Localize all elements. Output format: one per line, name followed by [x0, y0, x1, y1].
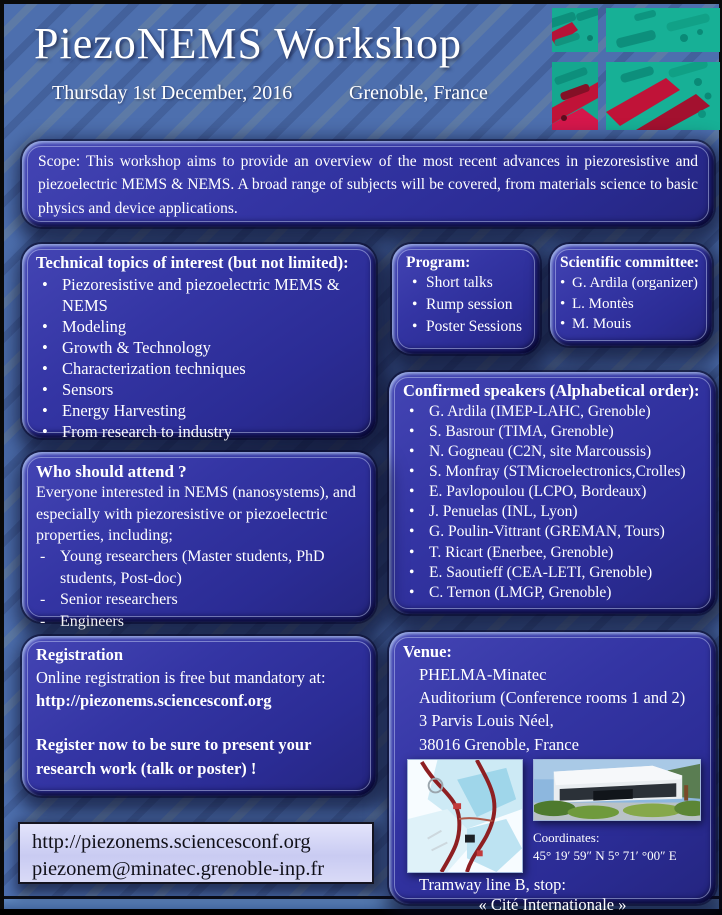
topics-panel: [22, 244, 376, 442]
list-item: • G. Ardila (organizer): [560, 273, 702, 293]
registration-title: Registration: [36, 645, 124, 664]
list-item: • Rump session: [406, 294, 526, 316]
scope-text: Scope: This workshop aims to provide an overview of the most recent advances in piezoresistive and piezoelectric MEMS & NEMS. A broad range of subjects will be covered, from materials science to basic physics and device applications.: [38, 153, 698, 217]
list-item: • E. Pavlopoulou (LCPO, Bordeaux): [403, 482, 702, 502]
list-item: • Energy Harvesting: [36, 400, 362, 421]
building-photo: [533, 759, 701, 821]
list-item: • S. Basrour (TIMA, Grenoble): [403, 422, 702, 442]
list-item: • C. Ternon (LMGP, Grenoble): [403, 583, 702, 603]
venue-address: [419, 663, 702, 757]
event-date: Thursday 1st December, 2016: [52, 82, 293, 104]
program-panel: [392, 244, 540, 354]
attend-panel: [22, 452, 376, 630]
coordinates-value: 45° 19′ 59″ N 5° 71′ °00″ E: [533, 847, 677, 863]
microscopy-image: [552, 8, 720, 130]
registration-text: Online registration is free but mandatory at:: [36, 667, 326, 687]
topics-title: Technical topics of interest (but not limited):: [36, 253, 349, 272]
program-list: [406, 272, 526, 338]
list-item: • J. Penuelas (INL, Lyon): [403, 502, 702, 522]
tram-line: Tramway line B, stop:: [419, 875, 566, 895]
microscopy-tile-icon: [552, 8, 598, 52]
list-item: • T. Ricart (Enerbee, Grenoble): [403, 543, 702, 563]
list-item: • From research to industry: [36, 421, 362, 442]
scope-panel: [22, 141, 714, 227]
registration-panel: [22, 636, 376, 796]
list-item: - Young researchers (Master students, PhD students, Post-doc): [36, 546, 362, 589]
speakers-title: Confirmed speakers (Alphabetical order):: [403, 381, 700, 400]
coordinates-label: Coordinates:: [533, 830, 600, 846]
list-item: • S. Monfray (STMicroelectronics,Crolles): [403, 462, 702, 482]
list-item: - Engineers: [36, 611, 362, 633]
venue-address-line: Auditorium (Conference rooms 1 and 2): [419, 688, 686, 708]
list-item: - Senior researchers: [36, 589, 362, 611]
list-item: • Piezoresistive and piezoelectric MEMS & NEMS: [36, 274, 362, 316]
microscopy-tile-icon: [606, 62, 720, 130]
campus-map-image: [407, 759, 523, 873]
venue-title: Venue:: [403, 642, 452, 661]
attend-list: [36, 546, 362, 632]
list-item: • G. Ardila (IMEP-LAHC, Grenoble): [403, 402, 702, 422]
speakers-panel: [389, 372, 716, 614]
venue-media: [407, 759, 702, 873]
contact-panel: [18, 822, 374, 884]
committee-title: Scientific committee:: [560, 254, 700, 271]
registration-url: http://piezonems.sciencesconf.org: [36, 691, 272, 711]
list-item: • Characterization techniques: [36, 358, 362, 379]
microscopy-tile-icon: [552, 62, 598, 130]
venue-address-line: 38016 Grenoble, France: [419, 734, 579, 754]
tram-stop: « Cité Internationale »: [478, 895, 627, 915]
contact-url: http://piezonems.sciencesconf.org: [32, 831, 311, 853]
microscopy-tile-icon: [606, 8, 720, 52]
list-item: • Modeling: [36, 316, 362, 337]
venue-address-line: PHELMA-Minatec: [419, 664, 547, 684]
list-item: • Sensors: [36, 379, 362, 400]
committee-panel: [550, 244, 712, 346]
contact-email: piezonem@minatec.grenoble-inp.fr: [32, 857, 325, 880]
speakers-list: [403, 402, 702, 603]
list-item: • G. Poulin-Vittrant (GREMAN, Tours): [403, 522, 702, 542]
list-item: • Growth & Technology: [36, 337, 362, 358]
venue-panel: [389, 632, 716, 915]
registration-cta: Register now to be sure to present your research work (talk or poster) !: [36, 735, 312, 778]
list-item: • Poster Sessions: [406, 316, 526, 338]
coordinates-block: [533, 829, 701, 864]
event-location: Grenoble, France: [349, 82, 488, 104]
list-item: • E. Saoutieff (CEA-LETI, Grenoble): [403, 563, 702, 583]
attend-intro: Everyone interested in NEMS (nanosystems), and especially with piezoresistive or piezoelectric properties, including;: [36, 484, 356, 544]
list-item: • L. Montès: [560, 294, 702, 314]
venue-address-line: 3 Parvis Louis Néel,: [419, 711, 554, 731]
list-item: • M. Mouis: [560, 314, 702, 334]
header: [4, 4, 722, 132]
attend-title: Who should attend ?: [36, 462, 187, 481]
topics-list: [36, 274, 362, 443]
list-item: • N. Gogneau (C2N, site Marcoussis): [403, 442, 702, 462]
committee-list: [560, 273, 702, 334]
page-title: PiezoNEMS Workshop: [34, 19, 462, 68]
program-title: Program:: [406, 254, 471, 271]
list-item: • Short talks: [406, 272, 526, 294]
